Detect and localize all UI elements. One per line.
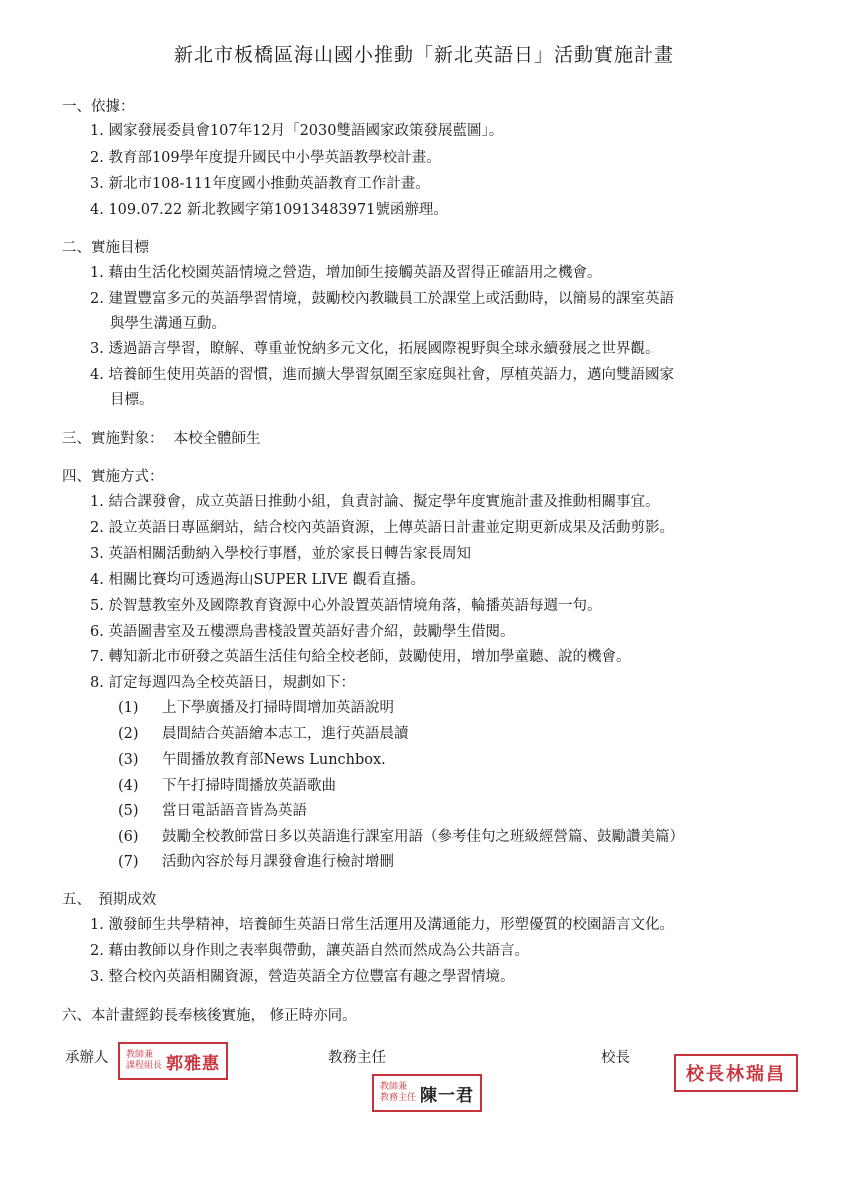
section-1-item: 4. 109.07.22 新北教國字第10913483971號函辦理。 — [90, 202, 448, 218]
principal-seal-text: 校長林瑞昌 — [686, 1064, 786, 1085]
section-4-item: 3. 英語相關活動納入學校行事曆，並於家長日轉告家長周知 — [90, 546, 471, 562]
director-seal — [372, 1074, 482, 1112]
subitem-text: 晨間結合英語繪本志工，進行英語晨讀 — [162, 726, 409, 742]
seal-title-line: 教師兼 — [380, 1082, 408, 1092]
subitem-number: (2) — [118, 726, 139, 742]
section-4-subitem — [118, 827, 684, 847]
section-1-heading: 一、依據： — [62, 99, 135, 115]
subitem-text: 鼓勵全校教師當日多以英語進行課室用語（參考佳句之班級經營篇、鼓勵讚美篇） — [162, 829, 684, 845]
organizer-seal — [118, 1042, 228, 1080]
section-4-subitem — [118, 801, 307, 821]
subitem-text: 當日電話語音皆為英語 — [162, 803, 307, 819]
section-2-item: 2. 建置豐富多元的英語學習情境，鼓勵校內教職員工於課堂上或活動時，以簡易的課室英語 — [90, 291, 674, 307]
seal-title-line: 課程組長 — [126, 1061, 163, 1071]
principal-label: 校長 — [601, 1050, 630, 1066]
organizer-seal-title — [126, 1050, 162, 1072]
director-label: 教務主任 — [328, 1050, 386, 1066]
section-3 — [62, 429, 261, 449]
principal-seal — [674, 1054, 798, 1092]
section-3-heading: 三、實施對象： — [62, 431, 164, 447]
section-6: 六、本計畫經鈞長奉核後實施， 修正時亦同。 — [62, 1008, 357, 1024]
subitem-text: 上下學廣播及打掃時間增加英語說明 — [162, 700, 394, 716]
section-4-subitem — [118, 698, 394, 718]
section-4-heading: 四、實施方式： — [62, 469, 164, 485]
section-4-item: 6. 英語圖書室及五樓漂鳥書棧設置英語好書介紹，鼓勵學生借閱。 — [90, 624, 515, 640]
section-2-item-continued: 與學生溝通互動。 — [110, 316, 226, 332]
section-4-item: 5. 於智慧教室外及國際教育資源中心外設置英語情境角落，輪播英語每週一句。 — [90, 598, 602, 614]
section-5-item: 2. 藉由教師以身作則之表率與帶動，讓英語自然而然成為公共語言。 — [90, 943, 529, 959]
seal-title-line: 教務主任 — [380, 1093, 417, 1103]
section-2-item: 4. 培養師生使用英語的習慣，進而擴大學習氛圍至家庭與社會，厚植英語力，邁向雙語國家 — [90, 367, 674, 383]
section-3-value: 本校全體師生 — [173, 431, 261, 447]
section-5-heading: 五、 預期成效 — [62, 892, 157, 908]
section-1-item: 1. 國家發展委員會107年12月「2030雙語國家政策發展藍圖」。 — [90, 123, 504, 139]
section-4-subitem — [118, 852, 394, 872]
subitem-text: 午間播放教育部News Lunchbox. — [162, 752, 386, 768]
page-title: 新北市板橋區海山國小推動「新北英語日」活動實施計畫 — [173, 44, 674, 66]
subitem-number: (3) — [118, 752, 139, 768]
section-4-item: 4. 相關比賽均可透過海山SUPER LIVE 觀看直播。 — [90, 572, 425, 588]
section-4-subitem — [118, 750, 386, 770]
section-1-item: 2. 教育部109學年度提升國民中小學英語教學校計畫。 — [90, 150, 441, 166]
section-1-item: 3. 新北市108-111年度國小推動英語教育工作計畫。 — [90, 176, 430, 192]
subitem-number: (5) — [118, 803, 139, 819]
director-seal-name: 陳一君 — [420, 1085, 475, 1106]
section-2-item: 3. 透過語言學習，瞭解、尊重並悅納多元文化，拓展國際視野與全球永續發展之世界觀。 — [90, 341, 660, 357]
organizer-label: 承辦人 — [65, 1050, 109, 1066]
subitem-text: 下午打掃時間播放英語歌曲 — [162, 778, 336, 794]
section-5-item: 3. 整合校內英語相關資源，營造英語全方位豐富有趣之學習情境。 — [90, 969, 515, 985]
section-2-item-continued: 目標。 — [110, 392, 154, 408]
subitem-number: (4) — [118, 778, 139, 794]
subitem-text: 活動內容於每月課發會進行檢討增刪 — [162, 854, 394, 870]
section-4-subitem — [118, 724, 409, 744]
section-4-subitem — [118, 776, 336, 796]
seal-title-line: 教師兼 — [126, 1050, 154, 1060]
section-5-item: 1. 激發師生共學精神，培養師生英語日常生活運用及溝通能力，形塑優質的校園語言文化。 — [90, 917, 674, 933]
subitem-number: (1) — [118, 700, 139, 716]
section-4-item: 7. 轉知新北市研發之英語生活佳句給全校老師，鼓勵使用，增加學童聽、說的機會。 — [90, 649, 631, 665]
organizer-seal-name: 郭雅惠 — [166, 1053, 221, 1074]
director-seal-title — [380, 1082, 416, 1104]
subitem-number: (7) — [118, 854, 139, 870]
section-2-heading: 二、實施目標 — [62, 240, 149, 256]
section-4-item: 8. 訂定每週四為全校英語日，規劃如下： — [90, 675, 355, 691]
section-4-item: 1. 結合課發會，成立英語日推動小組，負責討論、擬定學年度實施計畫及推動相關事宜。 — [90, 494, 660, 510]
subitem-number: (6) — [118, 829, 139, 845]
section-4-item: 2. 設立英語日專區網站，結合校內英語資源，上傳英語日計畫並定期更新成果及活動剪影。 — [90, 520, 674, 536]
section-2-item: 1. 藉由生活化校園英語情境之營造，增加師生接觸英語及習得正確語用之機會。 — [90, 265, 602, 281]
